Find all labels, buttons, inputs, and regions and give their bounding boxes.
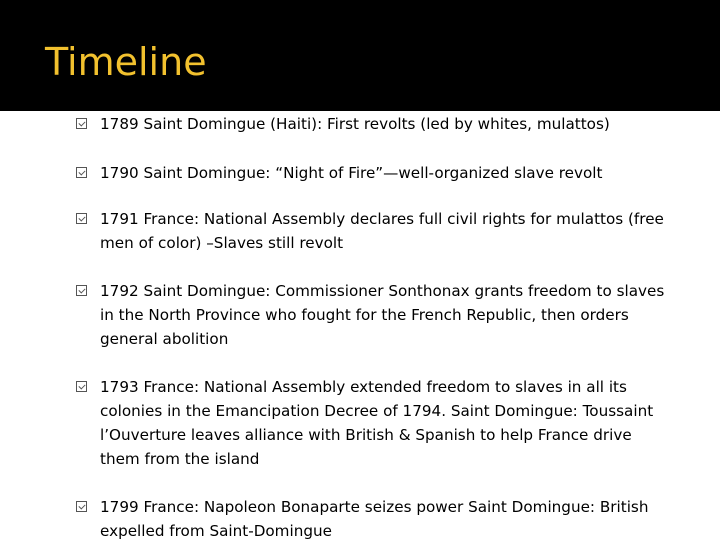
bullet-text: 1799 France: Napoleon Bonaparte seizes power Saint Domingue: British expelled from Saint-Domingue [100,498,649,540]
bullet-text: 1789 Saint Domingue (Haiti): First revolts (led by whites, mulattos) [100,115,610,133]
bullet-text: 1791 France: National Assembly declares full civil rights for mulattos (free men of color) –Slaves still revolt [100,210,664,252]
timeline-bullet [76,279,666,351]
timeline-bullet-list [76,112,666,543]
timeline-bullet [76,112,666,136]
timeline-bullet [76,161,666,185]
timeline-bullet [76,375,666,471]
title-bar [0,0,720,111]
checkbox-bullet-icon [76,167,87,178]
bullet-text: 1790 Saint Domingue: “Night of Fire”—well-organized slave revolt [100,164,603,182]
bullet-text: 1793 France: National Assembly extended freedom to slaves in all its colonies in the Emancipation Decree of 1794. Saint Domingue: Toussaint l’Ouverture leaves alliance with British & Spanish to help France drive them from the island [100,378,654,468]
timeline-bullet [76,495,666,543]
checkbox-bullet-icon [76,118,87,129]
checkbox-bullet-icon [76,381,87,392]
bullet-text: 1792 Saint Domingue: Commissioner Sonthonax grants freedom to slaves in the North Province who fought for the French Republic, then orders general abolition [100,282,665,348]
slide-title: Timeline [45,40,207,84]
checkbox-bullet-icon [76,213,87,224]
checkbox-bullet-icon [76,285,87,296]
timeline-bullet [76,207,666,255]
checkbox-bullet-icon [76,501,87,512]
